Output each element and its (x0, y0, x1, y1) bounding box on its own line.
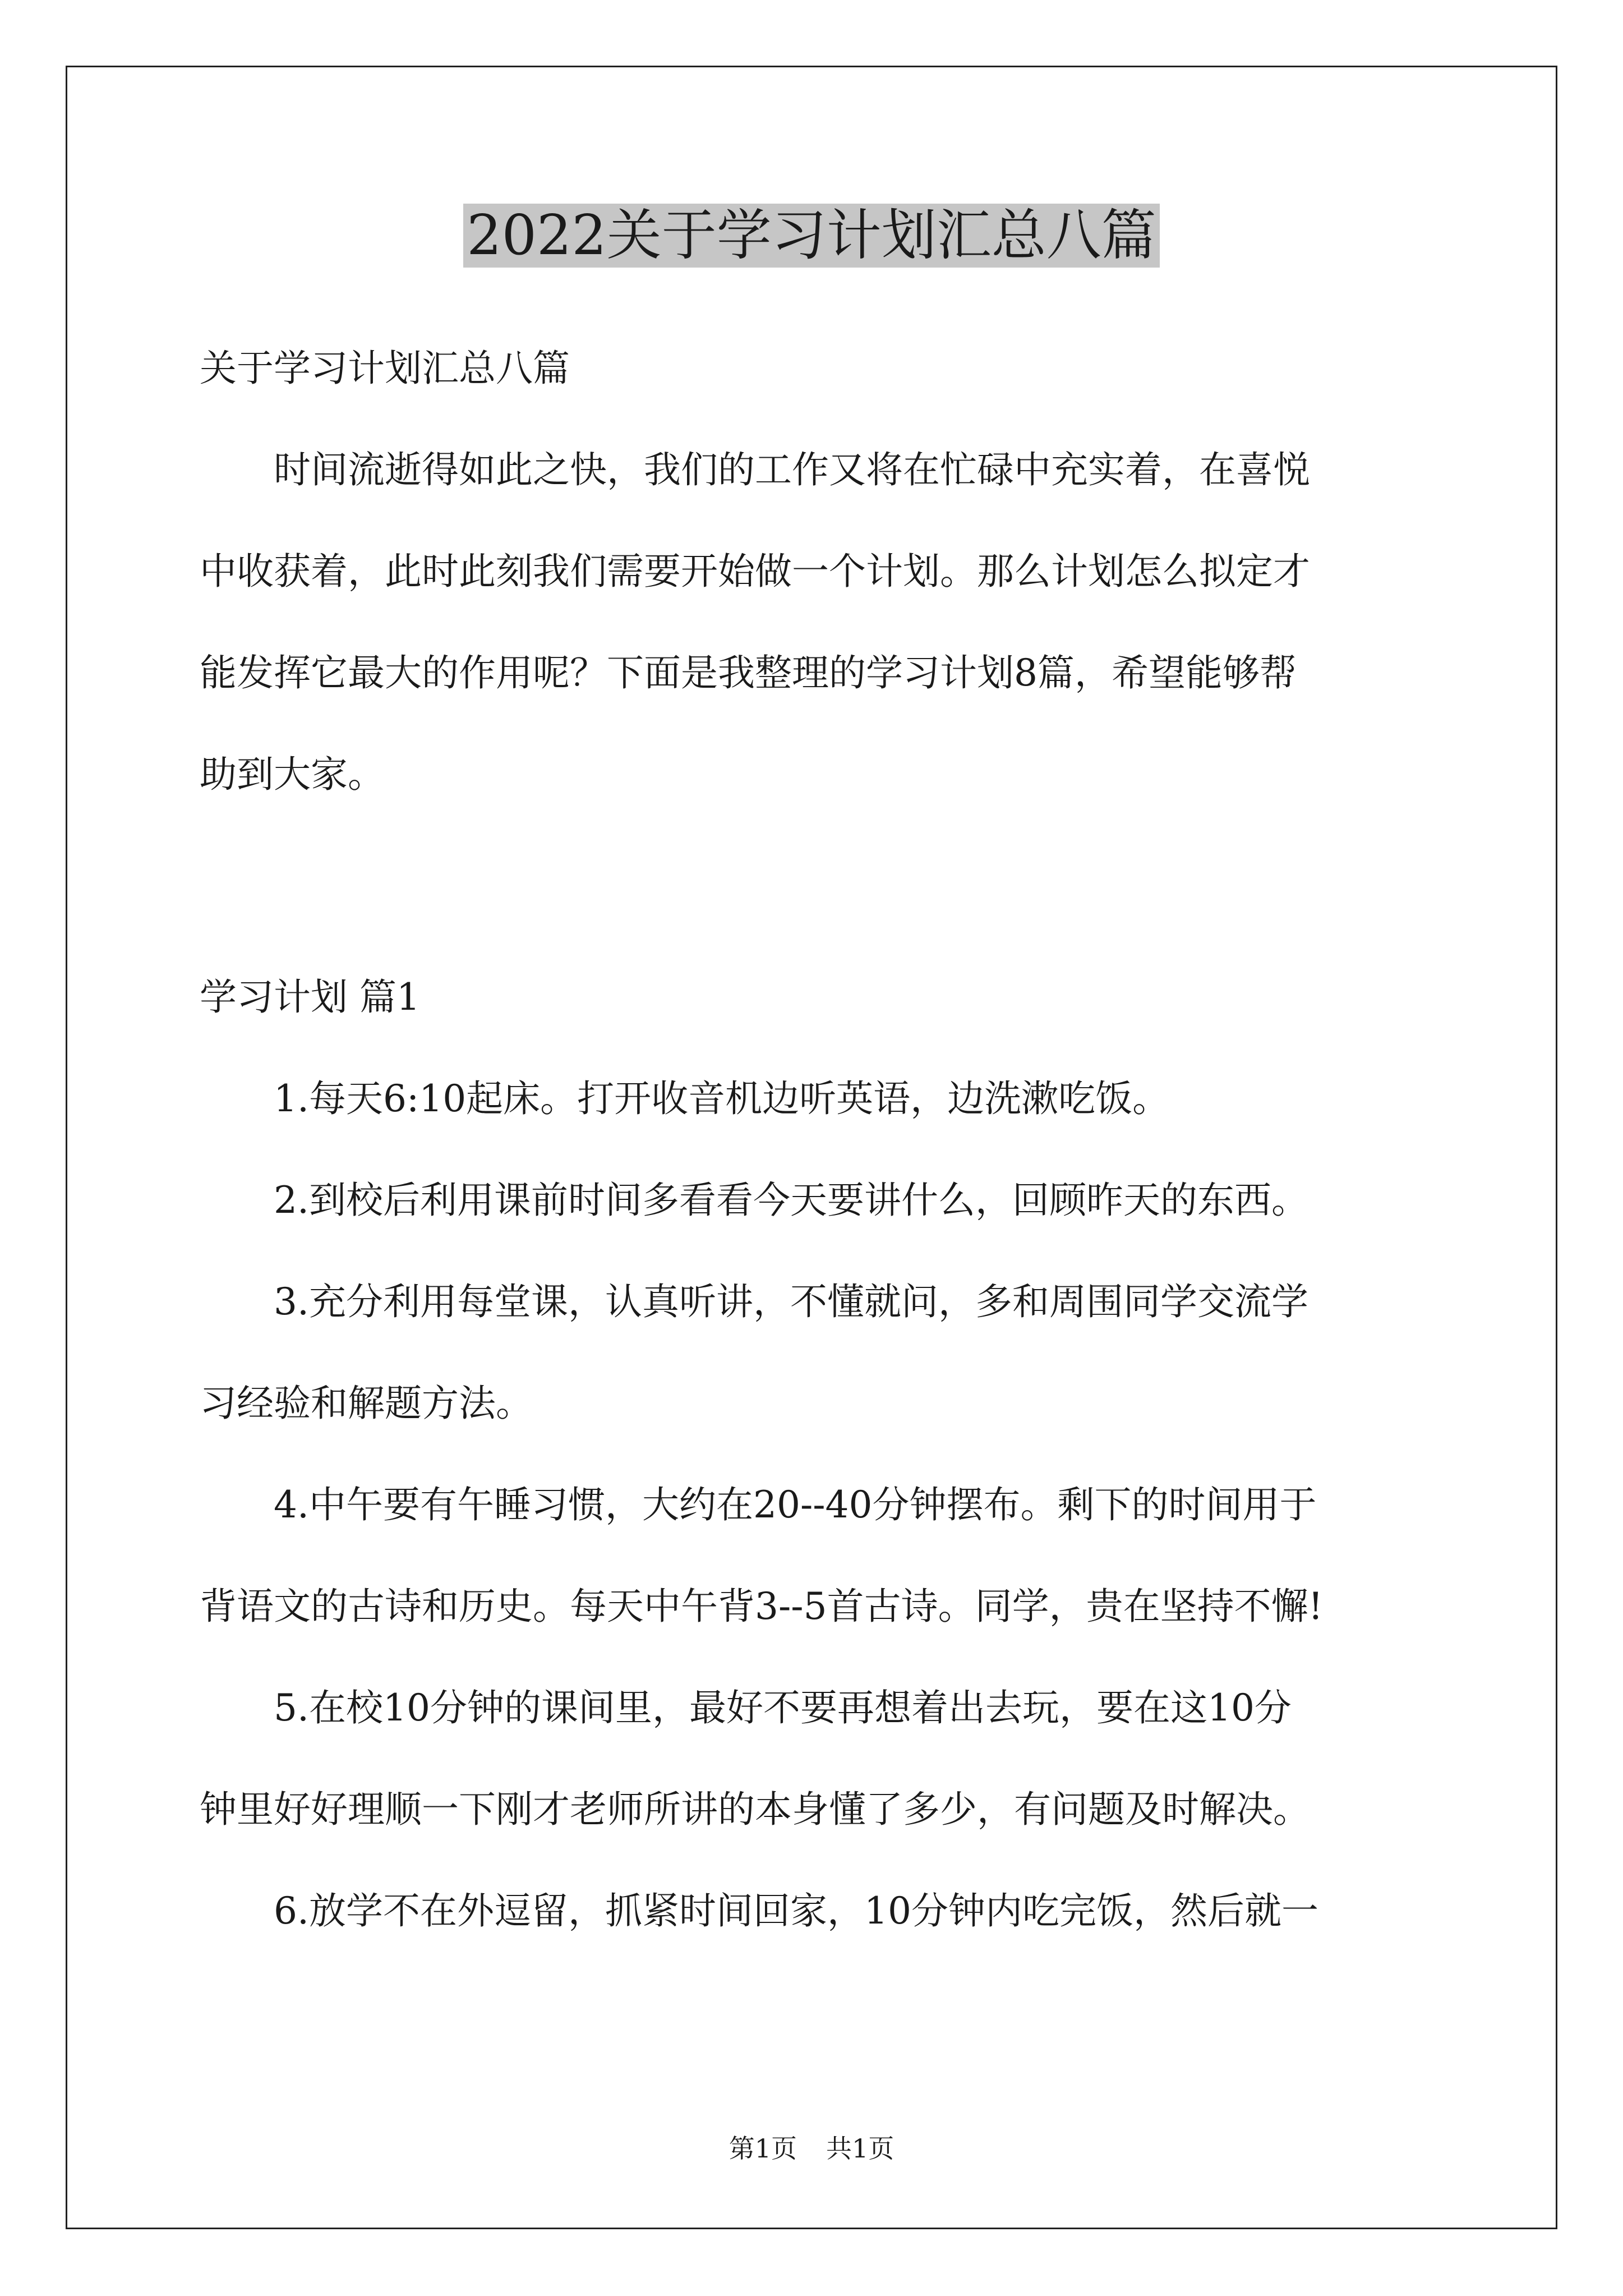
page-footer (0, 2132, 1623, 2165)
body-line: 2.到校后利用课前时间多看看今天要讲什么，回顾昨天的东西。 (200, 1179, 1308, 1222)
section-heading: 学习计划 篇1 (200, 976, 420, 1019)
body-line-subtitle: 关于学习计划汇总八篇 (200, 347, 570, 390)
body-line: 助到大家。 (200, 753, 385, 796)
body-line: 4.中午要有午睡习惯，大约在20--40分钟摆布。剩下的时间用于 (200, 1483, 1317, 1526)
document-title: 2022关于学习计划汇总八篇 (0, 199, 1623, 272)
body-line: 背语文的古诗和历史。每天中午背3--5首古诗。同学，贵在坚持不懈! (200, 1585, 1324, 1628)
body-line: 5.在校10分钟的课间里，最好不要再想着出去玩，要在这10分 (200, 1686, 1292, 1729)
body-line: 习经验和解题方法。 (200, 1382, 533, 1425)
page-total: 共1页 (826, 2133, 895, 2164)
body-line: 时间流逝得如此之快，我们的工作又将在忙碌中充实着，在喜悦 (200, 448, 1310, 491)
body-line: 能发挥它最大的作用呢？下面是我整理的学习计划8篇，希望能够帮 (200, 651, 1297, 694)
body-line: 3.充分利用每堂课，认真听讲，不懂就问，多和周围同学交流学 (200, 1280, 1308, 1323)
page-number: 第1页 (728, 2133, 797, 2164)
body-line: 6.放学不在外逗留，抓紧时间回家，10分钟内吃完饭，然后就一 (200, 1889, 1318, 1932)
body-line: 1.每天6:10起床。打开收音机边听英语，边洗漱吃饭。 (200, 1077, 1170, 1120)
body-line: 钟里好好理顺一下刚才老师所讲的本身懂了多少，有问题及时解决。 (200, 1788, 1310, 1831)
body-line: 中收获着，此时此刻我们需要开始做一个计划。那么计划怎么拟定才 (200, 550, 1310, 593)
